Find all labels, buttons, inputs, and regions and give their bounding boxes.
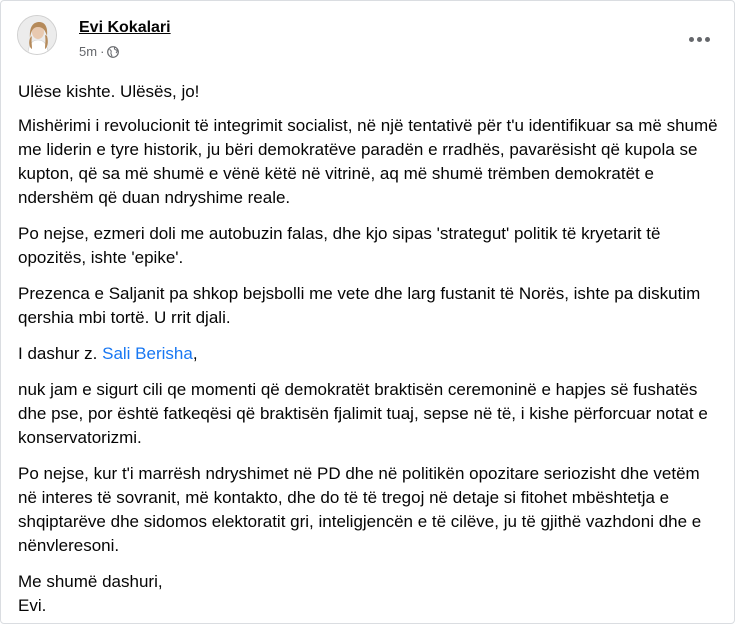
salutation-prefix: I dashur z. xyxy=(18,344,103,363)
post-header xyxy=(17,15,717,65)
mention-link[interactable]: Sali Berisha xyxy=(102,344,193,363)
avatar[interactable] xyxy=(17,15,57,55)
signature: Evi. xyxy=(18,596,47,615)
post-paragraph: nuk jam e sigurt cili qe momenti që demokratët braktisën ceremoninë e hapjes së fushatës dhe pse, por është fatkeqësi që braktisën fjalimit tuaj, sepse në të, i kishe përforcuar notat e konservatorizmi. xyxy=(18,380,708,447)
post-paragraph: Ulëse kishte. Ulësës, jo! xyxy=(18,82,200,101)
post-paragraph: Po nejse, ezmeri doli me autobuzin falas, dhe kjo sipas 'strategut' politik të kryetarit të opozitës, ishte 'epike'. xyxy=(18,224,661,267)
salutation-suffix: , xyxy=(192,344,198,363)
closing-line: Me shumë dashuri, xyxy=(18,572,163,591)
post-paragraph: Prezenca e Saljanit pa shkop bejsbolli me vete dhe larg fustanit të Norës, ishte pa diskutim qershia mbi tortë. U rrit djali. xyxy=(18,284,701,327)
author-name[interactable]: Evi Kokalari xyxy=(79,19,171,36)
more-options-icon[interactable] xyxy=(681,29,717,49)
post-paragraph: Mishërimi i revolucionit të integrimit socialist, në një tentativë për t'u identifikuar sa më shumë me liderin e tyre historik, ju bëri demokratëve paradën e rradhës, pavarësisht që kupola se kupton, që sa më shumë e vënë këtë në vitrinë, aq më shumë trëmben demokratët e ndershëm që duan ndryshime reale. xyxy=(18,116,718,207)
signature-block xyxy=(18,570,718,618)
post-meta: 5m · xyxy=(79,44,119,59)
post-time[interactable]: 5m xyxy=(79,44,98,59)
salutation xyxy=(18,342,718,366)
globe-icon[interactable] xyxy=(107,46,119,58)
post-body xyxy=(18,80,718,618)
post-paragraph: Po nejse, kur t'i marrësh ndryshimet në PD dhe në politikën opozitare seriozisht dhe vetëm në interes të sovranit, më kontakto, dhe do të të tregoj në detaje si fitohet mbështetja e shqiptarëve dhe sidomos elektoratit gri, inteligjencën e të cilëve, ju të gjithë vazhdoni dhe e nënvleresoni. xyxy=(18,464,702,555)
